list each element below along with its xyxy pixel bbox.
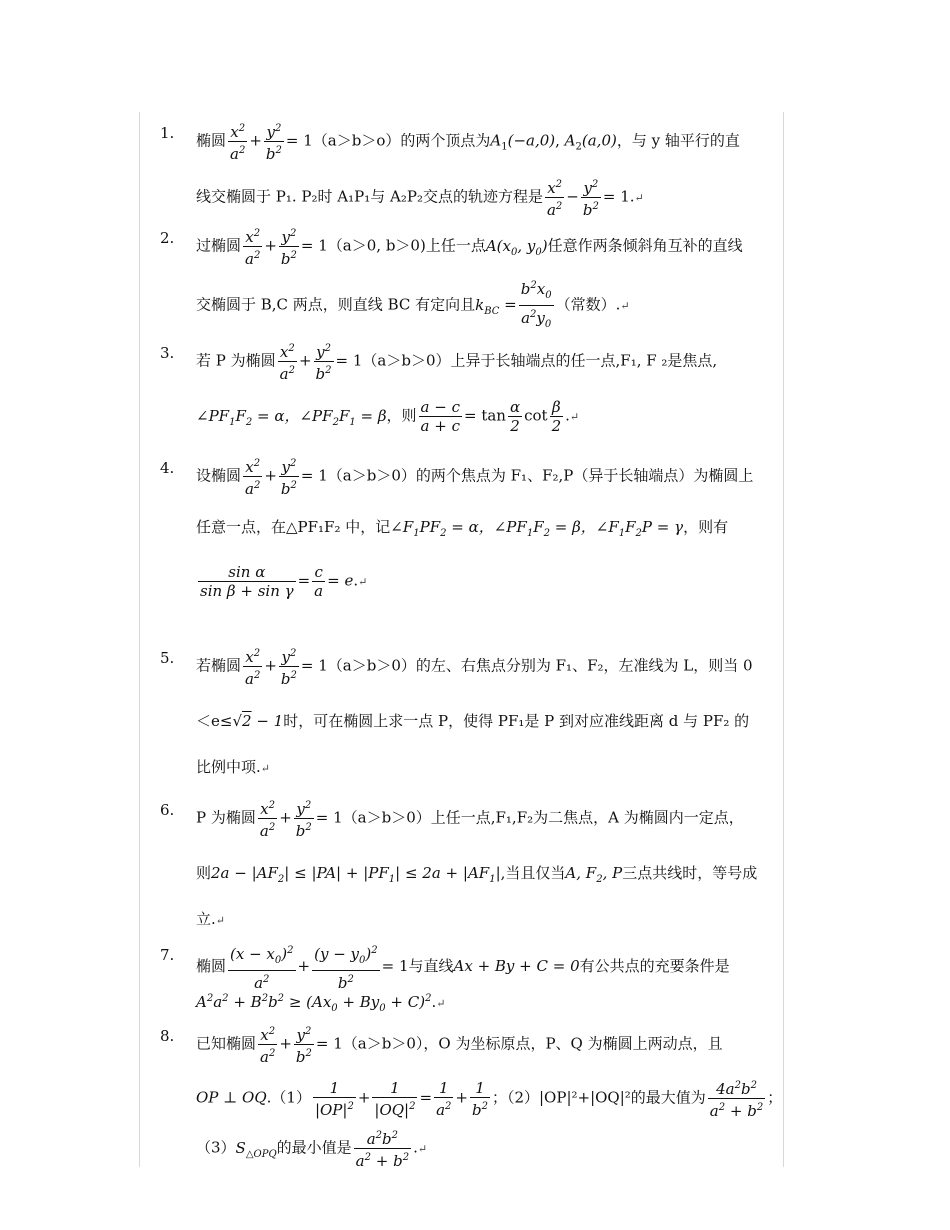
formula: $\frac{x^2}{a^2}$	[243, 645, 262, 688]
formula: $\frac{a - c}{a + c}$	[420, 398, 460, 435]
item-text: ＜e≤	[196, 712, 233, 730]
formula: $\frac{y^2}{b^2}$	[294, 1023, 314, 1066]
item-text: .（1）	[266, 1088, 311, 1107]
item-number: 1.	[160, 124, 175, 142]
item-text: ；	[767, 1088, 783, 1107]
formula: $\angle F_1PF_2 = \alpha$，$\angle PF_1F_2 = \beta$，$\angle F_1F_2P = \gamma$	[390, 518, 684, 539]
item-text: 若椭圆	[196, 656, 242, 675]
formula: $\frac{(x - x_0)^2}{a^2}$	[228, 942, 296, 992]
formula: $\angle PF_1F_2 = \alpha$，$\angle PF_2F_1 = \beta$	[196, 406, 387, 428]
item-text: 过椭圆	[196, 236, 242, 255]
formula: $\frac{1}{b^2}$	[471, 1078, 488, 1119]
formula: $\frac{x^2}{a^2}$	[278, 340, 297, 383]
item-text: .	[353, 571, 359, 590]
formula: $\frac{y^2}{b^2}$	[314, 340, 334, 383]
item-text: （a＞b＞0）的两个焦点为 F₁、F₂,P（异于长轴端点）为椭圆上	[327, 466, 754, 485]
formula: $\frac{y^2}{b^2}$	[264, 120, 284, 163]
formula: $\frac{x^2}{a^2}$	[258, 1023, 277, 1066]
item-number: 3.	[160, 344, 175, 362]
item-text: ；（2）|OP|²+|OQ|²的最大值为	[491, 1088, 706, 1107]
formula: $\frac{x^2}{a^2}$	[243, 225, 262, 268]
item-text: 任意作两条倾斜角互补的直线	[547, 236, 743, 255]
left-border	[139, 112, 140, 1167]
item-text: 已知椭圆	[196, 1034, 257, 1053]
formula: $\frac{b^2x_0}{a^2y_0}$	[519, 277, 554, 334]
formula: $\frac{(y - y_0)^2}{b^2}$	[312, 942, 380, 992]
formula: $A(x_0$, $y_0$)	[485, 236, 548, 258]
formula: √2 − 1	[232, 712, 284, 730]
item-text: （a＞b＞o）的两个顶点为	[312, 131, 491, 150]
item-text: ，则	[386, 406, 417, 425]
formula: $\frac{x^2}{a^2}$	[243, 455, 262, 498]
item-text: （a＞b＞0）的左、右焦点分别为 F₁、F₂，左准线为 L，则当 0	[327, 656, 753, 675]
formula: $\frac{y^2}{b^2}$	[279, 455, 299, 498]
item-number: 5.	[160, 649, 175, 667]
formula: $\frac{4a^2b^2}{a^2 + b^2}$	[708, 1077, 765, 1120]
item-text: 三点共线时，等号成	[622, 864, 758, 882]
formula: $\frac{y^2}{b^2}$	[279, 225, 299, 268]
item-text: ，与 y 轴平行的直	[616, 131, 740, 150]
item-text: ，则有	[683, 518, 729, 536]
item-text: 与直线	[408, 957, 454, 975]
item-text: （常数）.	[555, 295, 621, 314]
item-text: .	[413, 1138, 418, 1157]
formula: OP ⊥ OQ	[196, 1088, 267, 1107]
formula: $\frac{c}{a}$	[314, 563, 324, 600]
formula: $\frac{\alpha}{2}$	[509, 398, 521, 435]
formula: $\frac{1}{|OP|^2}$	[314, 1078, 354, 1119]
formula: $\frac{x^2}{a^2}$	[545, 176, 564, 219]
formula: $A^2a^2 + B^2b^2 \ge (Ax_0 + By_0 + C)^2$	[196, 993, 432, 1014]
formula: $\frac{1}{a^2}$	[436, 1078, 452, 1119]
formula: $\frac{x^2}{a^2}$	[228, 120, 247, 163]
item-text: 时，可在椭圆上求一点 P，使得 PF₁是 P 到对应准线距离 d 与 PF₂ 的	[283, 712, 750, 730]
item-text: ,当且仅当	[500, 864, 566, 882]
formula: $\frac{\beta}{2}$	[551, 398, 562, 435]
item-text: 比例中项.	[196, 758, 261, 776]
formula: $\frac{1}{|OQ|^2}$	[374, 1078, 416, 1119]
item-text: 若 P 为椭圆	[196, 351, 276, 370]
item-text: 则	[196, 864, 212, 882]
item-number: 2.	[160, 229, 175, 247]
item-text: （3）	[196, 1138, 236, 1157]
item-text: 有公共点的充要条件是	[579, 957, 730, 975]
item-text: .	[431, 993, 437, 1011]
item-text: 交椭圆于 B,C 两点，则直线 BC 有定向且	[196, 295, 476, 314]
document-page: 1. 椭圆 $\frac{x^2}{a^2}$ + $\frac{y^2}{b^2}$ = 1（a＞b＞o）的两个顶点为$A_1(-a,0)$, $A_2(a,0)$，与 y 轴平行的直 线交椭圆于 P₁. P₂时 A₁P₁与 A₂P₂交点的轨迹方程是 $\frac{x^2}{a^2}$ − $\frac{y^2}{b^2}$ = 1.↵ 2. 过椭圆 $\frac{x^2}{a^2}$ + $\frac{y^2}{b^2}$ = 1（a＞0, b＞0)上任一点$A(x_0$, $y_0$)任意作两条倾斜角互补的直线 交椭圆于 B,C 两点，则直线 BC 有定向且$k_{BC}$ = $\frac{b^2x_0}{a^2y_0}$ （常数）.↵ 3. 若 P 为椭圆 $\frac{x^2}{a^2}$ + $\frac{y^2}{b^2}$ = 1（a＞b＞0）上异于长轴端点的任一点,F₁, F ₂是焦点, $\angle PF_1F_2 = \alpha$，$\angle PF_2F_1 = \beta$，则 $\frac{a - c}{a + c}$ = tan $\frac{\alpha}{2}$ cot $\frac{\beta}{2}$ .↵ 4. 设椭圆 $\frac{x^2}{a^2}$ + $\frac{y^2}{b^2}$ = 1（a＞b＞0）的两个焦点为 F₁、F₂,P（异于长轴端点）为椭圆上 任意一点，在△PF₁F₂ 中，记$\angle F_1PF_2 = \alpha$，$\angle PF_1F_2 = \beta$，$\angle F_1F_2P = \gamma$，则有 $\frac{\text{sin α}}{\text{sin β + sin γ}}$ = $\frac{c}{a}$ = e.↵ 5. 若椭圆 $\frac{x^2}{a^2}$ + $\frac{y^2}{b^2}$ = 1（a＞b＞0）的左、右焦点分别为 F₁、F₂，左准线为 L，则当 0 ＜e≤√2 − 1时，可在椭圆上求一点 P，使得 PF₁是 P 到对应准线距离 d 与 PF₂ 的 比例中项.↵ 6. P 为椭圆 $\frac{x^2}{a^2}$ + $\frac{y^2}{b^2}$ = 1（a＞b＞0）上任一点,F₁,F₂为二焦点，A 为椭圆内一定点， 则$2a - |AF_2| \le |PA| + |PF_1| \le 2a + |AF_1|$,当且仅当A, $F_2$, P三点共线时，等号成 立.↵ 7. 椭圆 $\frac{(x - x_0)^2}{a^2}$ + $\frac{(y - y_0)^2}{b^2}$ = 1与直线Ax + By + C = 0有公共点的充要条件是 $A^2a^2 + B^2b^2 \ge (Ax_0 + By_0$ + $C)^2.↵$ 8. 已知椭圆 $\frac{x^2}{a^2}$ + $\frac{y^2}{b^2}$ = 1（a＞b＞0），O 为坐标原点，P、Q 为椭圆上两动点，且 OP ⊥ OQ.（1） $\frac{1}{|OP|^2}$ + $\frac{1}{|OQ|^2}$ = $\frac{1}{a^2}$ + $\frac{1}{b^2}$ ；（2）|OP|²+|OQ|²的最大值为 $\frac{4a^2b^2}{a^2 + b^2}$ ； $(3)S_{\triangle OPQ}$的最小值是 $\frac{a^2b^2}{a^2 + b^2}$ .↵	[0, 0, 950, 1230]
formula: $\frac{x^2}{a^2}$	[258, 797, 277, 840]
item-text: .	[629, 187, 635, 206]
item-number: 4.	[160, 459, 175, 477]
item-text: 的最小值是	[276, 1138, 352, 1157]
item-text: 设椭圆	[196, 466, 242, 485]
item-text: 线交椭圆于 P₁. P₂时 A₁P₁与 A₂P₂交点的轨迹方程是	[196, 187, 543, 206]
formula: $\frac{\text{sin α}}{\text{sin β + sin γ}}$	[200, 563, 294, 600]
formula: $2a - |AF_2| \le |PA| + |PF_1| \le 2a + |AF_1|$	[211, 864, 501, 885]
item-number: 8.	[160, 1027, 175, 1045]
item-text: 椭圆	[196, 957, 227, 975]
formula: $\frac{y^2}{b^2}$	[581, 176, 601, 219]
item-number: 6.	[160, 801, 175, 819]
right-border	[783, 112, 784, 1167]
item-text: 立.	[196, 910, 216, 928]
item-number: 7.	[160, 946, 175, 964]
item-text: （a＞b＞0），O 为坐标原点，P、Q 为椭圆上两动点，且	[342, 1034, 723, 1053]
item-text: 任意一点，在△PF₁F₂ 中，记	[196, 518, 391, 536]
formula: A	[490, 131, 502, 150]
item-text: （a＞b＞0）上任一点,F₁,F₂为二焦点，A 为椭圆内一定点，	[342, 808, 744, 827]
item-text: .	[565, 406, 570, 425]
item-text: 椭圆	[196, 131, 227, 150]
formula: $\frac{y^2}{b^2}$	[294, 797, 314, 840]
item-text: （a＞b＞0）上异于长轴端点的任一点,F₁, F ₂是焦点,	[362, 351, 718, 370]
formula: Ax + By + C = 0	[453, 957, 580, 975]
formula: $\frac{a^2b^2}{a^2 + b^2}$	[354, 1127, 411, 1170]
item-text: （a＞0, b＞0)上任一点	[327, 236, 486, 255]
formula: $S_{\triangle OPQ}$	[235, 1138, 277, 1160]
formula: $\frac{y^2}{b^2}$	[279, 645, 299, 688]
item-text: P 为椭圆	[196, 808, 256, 827]
